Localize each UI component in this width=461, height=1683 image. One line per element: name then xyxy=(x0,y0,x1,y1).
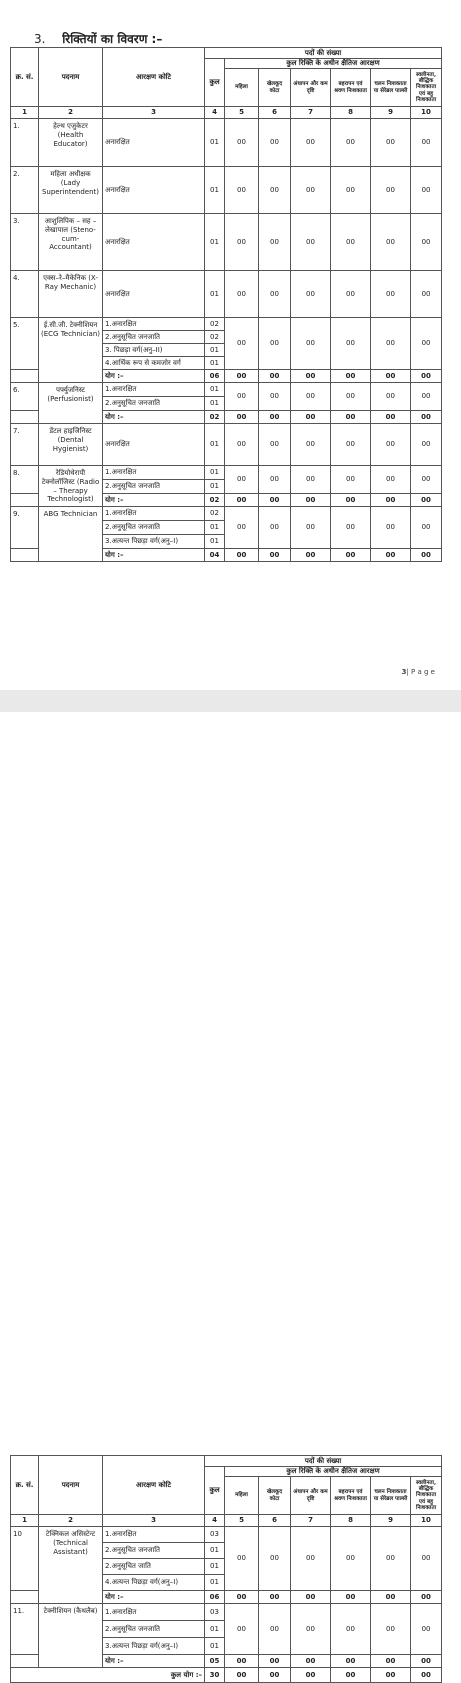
header-post: पदनाम xyxy=(39,48,103,107)
horizontal-reservation-value: 00 xyxy=(225,318,259,370)
vacancy-count: 01 xyxy=(205,167,225,214)
subtotal-serial-blank xyxy=(11,1591,39,1604)
serial-number: 11. xyxy=(11,1604,39,1655)
serial-number: 9. xyxy=(11,507,39,549)
horizontal-reservation-value: 00 xyxy=(291,424,331,466)
subtotal-label: योग :– xyxy=(103,494,205,507)
vacancy-count: 01 xyxy=(205,357,225,370)
serial-number: 8. xyxy=(11,466,39,494)
horizontal-reservation-value: 00 xyxy=(259,318,291,370)
column-index: 4 xyxy=(205,107,225,119)
vacancy-count: 01 xyxy=(205,424,225,466)
subtotal-horizontal-value: 00 xyxy=(259,411,291,424)
horizontal-reservation-value: 00 xyxy=(411,167,442,214)
header-reservation: आरक्षण कोटि xyxy=(103,48,205,107)
header-women: महिला xyxy=(225,1477,259,1515)
column-index: 3 xyxy=(103,1515,205,1527)
post-name: हेल्थ एजुकेटर (Health Educator) xyxy=(39,119,103,167)
vacancy-count: 01 xyxy=(205,535,225,549)
post-name: टेक्निकल असिस्टेन्ट (Technical Assistant) xyxy=(39,1527,103,1604)
subtotal-horizontal-value: 00 xyxy=(331,549,371,562)
table-row xyxy=(11,424,442,466)
horizontal-reservation-value: 00 xyxy=(259,271,291,318)
post-name: महिला अधीक्षक (Lady Superintendent) xyxy=(39,167,103,214)
post-name: आशुलिपिक – सह – लेखापाल (Steno-cum-Accountant) xyxy=(39,214,103,271)
vacancy-count: 01 xyxy=(205,1543,225,1559)
subtotal-count: 06 xyxy=(205,1591,225,1604)
vacancy-count: 01 xyxy=(205,383,225,397)
horizontal-reservation-value: 00 xyxy=(291,507,331,549)
horizontal-reservation-value: 00 xyxy=(291,466,331,494)
horizontal-reservation-value: 00 xyxy=(371,119,411,167)
subtotal-label: योग :– xyxy=(103,1655,205,1668)
serial-number: 10 xyxy=(11,1527,39,1591)
horizontal-reservation-value: 00 xyxy=(411,466,442,494)
subtotal-horizontal-value: 00 xyxy=(259,1591,291,1604)
header-sports: खेलकूद कोटा xyxy=(259,69,291,107)
horizontal-reservation-value: 00 xyxy=(259,214,291,271)
header-autism: स्वलीनता, बौद्धिक निःशक्तता एवं बहु निःशक्तता xyxy=(411,69,442,107)
horizontal-reservation-value: 00 xyxy=(371,507,411,549)
grand-total-count: 30 xyxy=(205,1668,225,1683)
column-index: 6 xyxy=(259,107,291,119)
post-name: रेडियोथेरापी टेक्नोलॉजिस्ट (Radio – Therapy Technologist) xyxy=(39,466,103,507)
post-name: पर्फ्युजनिस्ट (Perfusionist) xyxy=(39,383,103,424)
subtotal-horizontal-value: 00 xyxy=(291,1591,331,1604)
vacancy-count: 02 xyxy=(205,331,225,344)
reservation-category: 2.अनुसूचित जनजाति xyxy=(103,480,205,494)
serial-number: 3. xyxy=(11,214,39,271)
column-index: 5 xyxy=(225,1515,259,1527)
reservation-category: अनारक्षित xyxy=(103,271,205,318)
table-row xyxy=(11,466,442,480)
horizontal-reservation-value: 00 xyxy=(259,383,291,411)
horizontal-reservation-value: 00 xyxy=(225,271,259,318)
grand-total-horizontal-value: 00 xyxy=(331,1668,371,1683)
page-gap xyxy=(0,690,461,712)
subtotal-count: 05 xyxy=(205,1655,225,1668)
reservation-category: अनारक्षित xyxy=(103,167,205,214)
serial-number: 7. xyxy=(11,424,39,466)
column-index: 1 xyxy=(11,107,39,119)
horizontal-reservation-value: 00 xyxy=(331,424,371,466)
horizontal-reservation-value: 00 xyxy=(225,119,259,167)
grand-total-row xyxy=(11,1668,442,1683)
horizontal-reservation-value: 00 xyxy=(371,424,411,466)
subtotal-horizontal-value: 00 xyxy=(291,370,331,383)
subtotal-horizontal-value: 00 xyxy=(259,549,291,562)
subtotal-horizontal-value: 00 xyxy=(225,1591,259,1604)
header-blind: अंधापन और कम दृष्टि xyxy=(291,1477,331,1515)
table-row xyxy=(11,318,442,331)
horizontal-reservation-value: 00 xyxy=(411,507,442,549)
horizontal-reservation-value: 00 xyxy=(331,1604,371,1655)
grand-total-horizontal-value: 00 xyxy=(291,1668,331,1683)
horizontal-reservation-value: 00 xyxy=(331,119,371,167)
header-horizontal: कुल रिक्ति के अधीन क्षैतिज आरक्षण xyxy=(225,59,442,69)
vacancy-count: 01 xyxy=(205,271,225,318)
subtotal-horizontal-value: 00 xyxy=(291,494,331,507)
column-index: 4 xyxy=(205,1515,225,1527)
horizontal-reservation-value: 00 xyxy=(331,167,371,214)
reservation-category: 1.अनारक्षित xyxy=(103,1604,205,1621)
reservation-category: 2.अनुसूचित जनजाति xyxy=(103,1621,205,1638)
horizontal-reservation-value: 00 xyxy=(291,119,331,167)
horizontal-reservation-value: 00 xyxy=(411,214,442,271)
horizontal-reservation-value: 00 xyxy=(331,383,371,411)
reservation-category: 1.अनारक्षित xyxy=(103,383,205,397)
grand-total-horizontal-value: 00 xyxy=(371,1668,411,1683)
vacancy-count: 01 xyxy=(205,521,225,535)
horizontal-reservation-value: 00 xyxy=(225,507,259,549)
horizontal-reservation-value: 00 xyxy=(411,318,442,370)
header-women: महिला xyxy=(225,69,259,107)
post-name: ABG Technician xyxy=(39,507,103,562)
subtotal-serial-blank xyxy=(11,1655,39,1668)
subtotal-horizontal-value: 00 xyxy=(291,549,331,562)
reservation-category: 1.अनारक्षित xyxy=(103,318,205,331)
header-reservation: आरक्षण कोटि xyxy=(103,1456,205,1515)
vacancy-count: 01 xyxy=(205,397,225,411)
vacancy-count: 02 xyxy=(205,318,225,331)
vacancy-count: 01 xyxy=(205,214,225,271)
subtotal-horizontal-value: 00 xyxy=(225,411,259,424)
subtotal-count: 02 xyxy=(205,494,225,507)
header-locomotor: चलन निःशक्तता या सेरेब्रल पाल्सी xyxy=(371,69,411,107)
horizontal-reservation-value: 00 xyxy=(411,383,442,411)
header-posts-count: पदों की संख्या xyxy=(205,1456,442,1467)
subtotal-label: योग :– xyxy=(103,1591,205,1604)
vacancy-count: 01 xyxy=(205,1575,225,1591)
subtotal-horizontal-value: 00 xyxy=(371,370,411,383)
reservation-category: 4.आर्थिक रूप से कमजोर वर्ग xyxy=(103,357,205,370)
subtotal-horizontal-value: 00 xyxy=(291,411,331,424)
subtotal-horizontal-value: 00 xyxy=(331,1591,371,1604)
subtotal-horizontal-value: 00 xyxy=(331,1655,371,1668)
header-deaf: बहरापन एवं श्रवण निःशक्तता xyxy=(331,69,371,107)
subtotal-horizontal-value: 00 xyxy=(331,411,371,424)
horizontal-reservation-value: 00 xyxy=(225,1527,259,1591)
column-index: 8 xyxy=(331,1515,371,1527)
reservation-category: 1.अनारक्षित xyxy=(103,1527,205,1543)
horizontal-reservation-value: 00 xyxy=(225,214,259,271)
horizontal-reservation-value: 00 xyxy=(259,466,291,494)
table-row xyxy=(11,271,442,318)
page-footer xyxy=(402,668,435,676)
horizontal-reservation-value: 00 xyxy=(371,318,411,370)
column-index: 10 xyxy=(411,1515,442,1527)
grand-total-horizontal-value: 00 xyxy=(259,1668,291,1683)
horizontal-reservation-value: 00 xyxy=(411,271,442,318)
header-blind: अंधापन और कम दृष्टि xyxy=(291,69,331,107)
subtotal-horizontal-value: 00 xyxy=(371,411,411,424)
vacancy-count: 03 xyxy=(205,1604,225,1621)
horizontal-reservation-value: 00 xyxy=(259,1604,291,1655)
grand-total-horizontal-value: 00 xyxy=(225,1668,259,1683)
horizontal-reservation-value: 00 xyxy=(225,1604,259,1655)
horizontal-reservation-value: 00 xyxy=(291,214,331,271)
horizontal-reservation-value: 00 xyxy=(331,466,371,494)
horizontal-reservation-value: 00 xyxy=(225,383,259,411)
subtotal-serial-blank xyxy=(11,370,39,383)
reservation-category: 3. पिछड़ा वर्ग(अनु–II) xyxy=(103,344,205,357)
reservation-category: 2.अनुसूचित जनजाति xyxy=(103,521,205,535)
grand-total-label: कुल योग :– xyxy=(11,1668,205,1683)
subtotal-count: 04 xyxy=(205,549,225,562)
table-row xyxy=(11,1604,442,1621)
table-row xyxy=(11,119,442,167)
subtotal-horizontal-value: 00 xyxy=(411,1591,442,1604)
column-index: 1 xyxy=(11,1515,39,1527)
post-name: डेंटल हाइजिनिस्ट (Dental Hygienist) xyxy=(39,424,103,466)
horizontal-reservation-value: 00 xyxy=(371,1527,411,1591)
horizontal-reservation-value: 00 xyxy=(291,271,331,318)
horizontal-reservation-value: 00 xyxy=(291,1527,331,1591)
vacancy-count: 01 xyxy=(205,1621,225,1638)
column-index: 5 xyxy=(225,107,259,119)
horizontal-reservation-value: 00 xyxy=(331,214,371,271)
subtotal-horizontal-value: 00 xyxy=(331,370,371,383)
header-total: कुल xyxy=(205,1467,225,1515)
header-sports: खेलकूद कोटा xyxy=(259,1477,291,1515)
header-locomotor: चलन निःशक्तता या सेरेब्रल पाल्सी xyxy=(371,1477,411,1515)
column-index: 2 xyxy=(39,107,103,119)
vacancy-count: 01 xyxy=(205,1638,225,1655)
subtotal-horizontal-value: 00 xyxy=(259,1655,291,1668)
grand-total-horizontal-value: 00 xyxy=(411,1668,442,1683)
subtotal-count: 02 xyxy=(205,411,225,424)
vacancy-count: 01 xyxy=(205,344,225,357)
subtotal-horizontal-value: 00 xyxy=(371,1655,411,1668)
subtotal-serial-blank xyxy=(11,494,39,507)
reservation-category: 2.अनुसूचित जनजाति xyxy=(103,331,205,344)
reservation-category: अनारक्षित xyxy=(103,119,205,167)
horizontal-reservation-value: 00 xyxy=(411,1527,442,1591)
subtotal-horizontal-value: 00 xyxy=(225,549,259,562)
header-posts-count: पदों की संख्या xyxy=(205,48,442,59)
horizontal-reservation-value: 00 xyxy=(411,119,442,167)
subtotal-label: योग :– xyxy=(103,370,205,383)
table-row xyxy=(11,214,442,271)
horizontal-reservation-value: 00 xyxy=(371,214,411,271)
horizontal-reservation-value: 00 xyxy=(331,507,371,549)
horizontal-reservation-value: 00 xyxy=(225,167,259,214)
vacancy-count: 01 xyxy=(205,480,225,494)
subtotal-horizontal-value: 00 xyxy=(411,549,442,562)
vacancy-count: 01 xyxy=(205,466,225,480)
subtotal-serial-blank xyxy=(11,549,39,562)
column-index: 3 xyxy=(103,107,205,119)
post-name: टेक्नीशियन (कैथलैब) xyxy=(39,1604,103,1668)
reservation-category: अनारक्षित xyxy=(103,424,205,466)
vacancy-count: 02 xyxy=(205,507,225,521)
horizontal-reservation-value: 00 xyxy=(331,271,371,318)
column-index: 9 xyxy=(371,1515,411,1527)
reservation-category: 1.अनारक्षित xyxy=(103,507,205,521)
header-deaf: बहरापन एवं श्रवण निःशक्तता xyxy=(331,1477,371,1515)
post-name: ई.सी.जी. टेक्नीशियन (ECG Technician) xyxy=(39,318,103,383)
vacancy-count: 01 xyxy=(205,119,225,167)
page-number: 3 xyxy=(401,668,407,676)
horizontal-reservation-value: 00 xyxy=(225,424,259,466)
column-index: 7 xyxy=(291,1515,331,1527)
horizontal-reservation-value: 00 xyxy=(291,318,331,370)
serial-number: 5. xyxy=(11,318,39,370)
horizontal-reservation-value: 00 xyxy=(259,167,291,214)
column-index: 6 xyxy=(259,1515,291,1527)
table-row xyxy=(11,383,442,397)
page-1 xyxy=(0,0,461,690)
serial-number: 1. xyxy=(11,119,39,167)
horizontal-reservation-value: 00 xyxy=(259,507,291,549)
column-index: 2 xyxy=(39,1515,103,1527)
vacancy-count: 01 xyxy=(205,1559,225,1575)
post-name: एक्स–रे–मैकेनिक (X-Ray Mechanic) xyxy=(39,271,103,318)
horizontal-reservation-value: 00 xyxy=(225,466,259,494)
header-total: कुल xyxy=(205,59,225,107)
horizontal-reservation-value: 00 xyxy=(411,1604,442,1655)
reservation-category: 4.अत्यन्त पिछड़ा वर्ग(अनु–I) xyxy=(103,1575,205,1591)
reservation-category: 2.अनुसूचित जाति xyxy=(103,1559,205,1575)
subtotal-label: योग :– xyxy=(103,549,205,562)
horizontal-reservation-value: 00 xyxy=(371,167,411,214)
subtotal-horizontal-value: 00 xyxy=(259,370,291,383)
header-serial: क्र. सं. xyxy=(11,48,39,107)
subtotal-serial-blank xyxy=(11,411,39,424)
reservation-category: 3.अत्यन्त पिछड़ा वर्ग(अनु–I) xyxy=(103,1638,205,1655)
horizontal-reservation-value: 00 xyxy=(371,271,411,318)
header-autism: स्वलीनता, बौद्धिक निःशक्तता एवं बहु निःशक्तता xyxy=(411,1477,442,1515)
column-index: 7 xyxy=(291,107,331,119)
subtotal-horizontal-value: 00 xyxy=(411,370,442,383)
subtotal-horizontal-value: 00 xyxy=(411,1655,442,1668)
serial-number: 4. xyxy=(11,271,39,318)
section-heading xyxy=(34,30,162,47)
subtotal-horizontal-value: 00 xyxy=(411,494,442,507)
header-post: पदनाम xyxy=(39,1456,103,1515)
horizontal-reservation-value: 00 xyxy=(371,383,411,411)
subtotal-horizontal-value: 00 xyxy=(371,1591,411,1604)
reservation-category: अनारक्षित xyxy=(103,214,205,271)
horizontal-reservation-value: 00 xyxy=(411,424,442,466)
horizontal-reservation-value: 00 xyxy=(371,466,411,494)
subtotal-horizontal-value: 00 xyxy=(331,494,371,507)
subtotal-horizontal-value: 00 xyxy=(225,370,259,383)
header-horizontal: कुल रिक्ति के अधीन क्षैतिज आरक्षण xyxy=(225,1467,442,1477)
subtotal-horizontal-value: 00 xyxy=(291,1655,331,1668)
horizontal-reservation-value: 00 xyxy=(331,1527,371,1591)
horizontal-reservation-value: 00 xyxy=(291,1604,331,1655)
vacancy-table-page-1 xyxy=(10,47,442,562)
section-title: रिक्तियों का विवरण :– xyxy=(62,32,163,46)
serial-number: 2. xyxy=(11,167,39,214)
subtotal-horizontal-value: 00 xyxy=(259,494,291,507)
subtotal-horizontal-value: 00 xyxy=(225,494,259,507)
horizontal-reservation-value: 00 xyxy=(259,1527,291,1591)
header-serial: क्र. सं. xyxy=(11,1456,39,1515)
reservation-category: 3.अत्यन्त पिछड़ा वर्ग(अनु–I) xyxy=(103,535,205,549)
section-number: 3. xyxy=(34,32,46,46)
serial-number: 6. xyxy=(11,383,39,411)
subtotal-horizontal-value: 00 xyxy=(371,549,411,562)
horizontal-reservation-value: 00 xyxy=(291,167,331,214)
horizontal-reservation-value: 00 xyxy=(259,424,291,466)
page-2 xyxy=(0,712,461,1679)
table-row xyxy=(11,507,442,521)
horizontal-reservation-value: 00 xyxy=(291,383,331,411)
horizontal-reservation-value: 00 xyxy=(259,119,291,167)
subtotal-label: योग :– xyxy=(103,411,205,424)
reservation-category: 1.अनारक्षित xyxy=(103,466,205,480)
reservation-category: 2.अनुसूचित जनजाति xyxy=(103,397,205,411)
page-label: | P a g e xyxy=(406,668,435,676)
column-index: 9 xyxy=(371,107,411,119)
reservation-category: 2.अनुसूचित जनजाति xyxy=(103,1543,205,1559)
column-index: 8 xyxy=(331,107,371,119)
table-row xyxy=(11,1527,442,1543)
subtotal-horizontal-value: 00 xyxy=(411,411,442,424)
horizontal-reservation-value: 00 xyxy=(331,318,371,370)
subtotal-horizontal-value: 00 xyxy=(225,1655,259,1668)
vacancy-table-page-2 xyxy=(10,1455,442,1683)
horizontal-reservation-value: 00 xyxy=(371,1604,411,1655)
subtotal-count: 06 xyxy=(205,370,225,383)
subtotal-horizontal-value: 00 xyxy=(371,494,411,507)
column-index: 10 xyxy=(411,107,442,119)
table-row xyxy=(11,167,442,214)
vacancy-count: 03 xyxy=(205,1527,225,1543)
